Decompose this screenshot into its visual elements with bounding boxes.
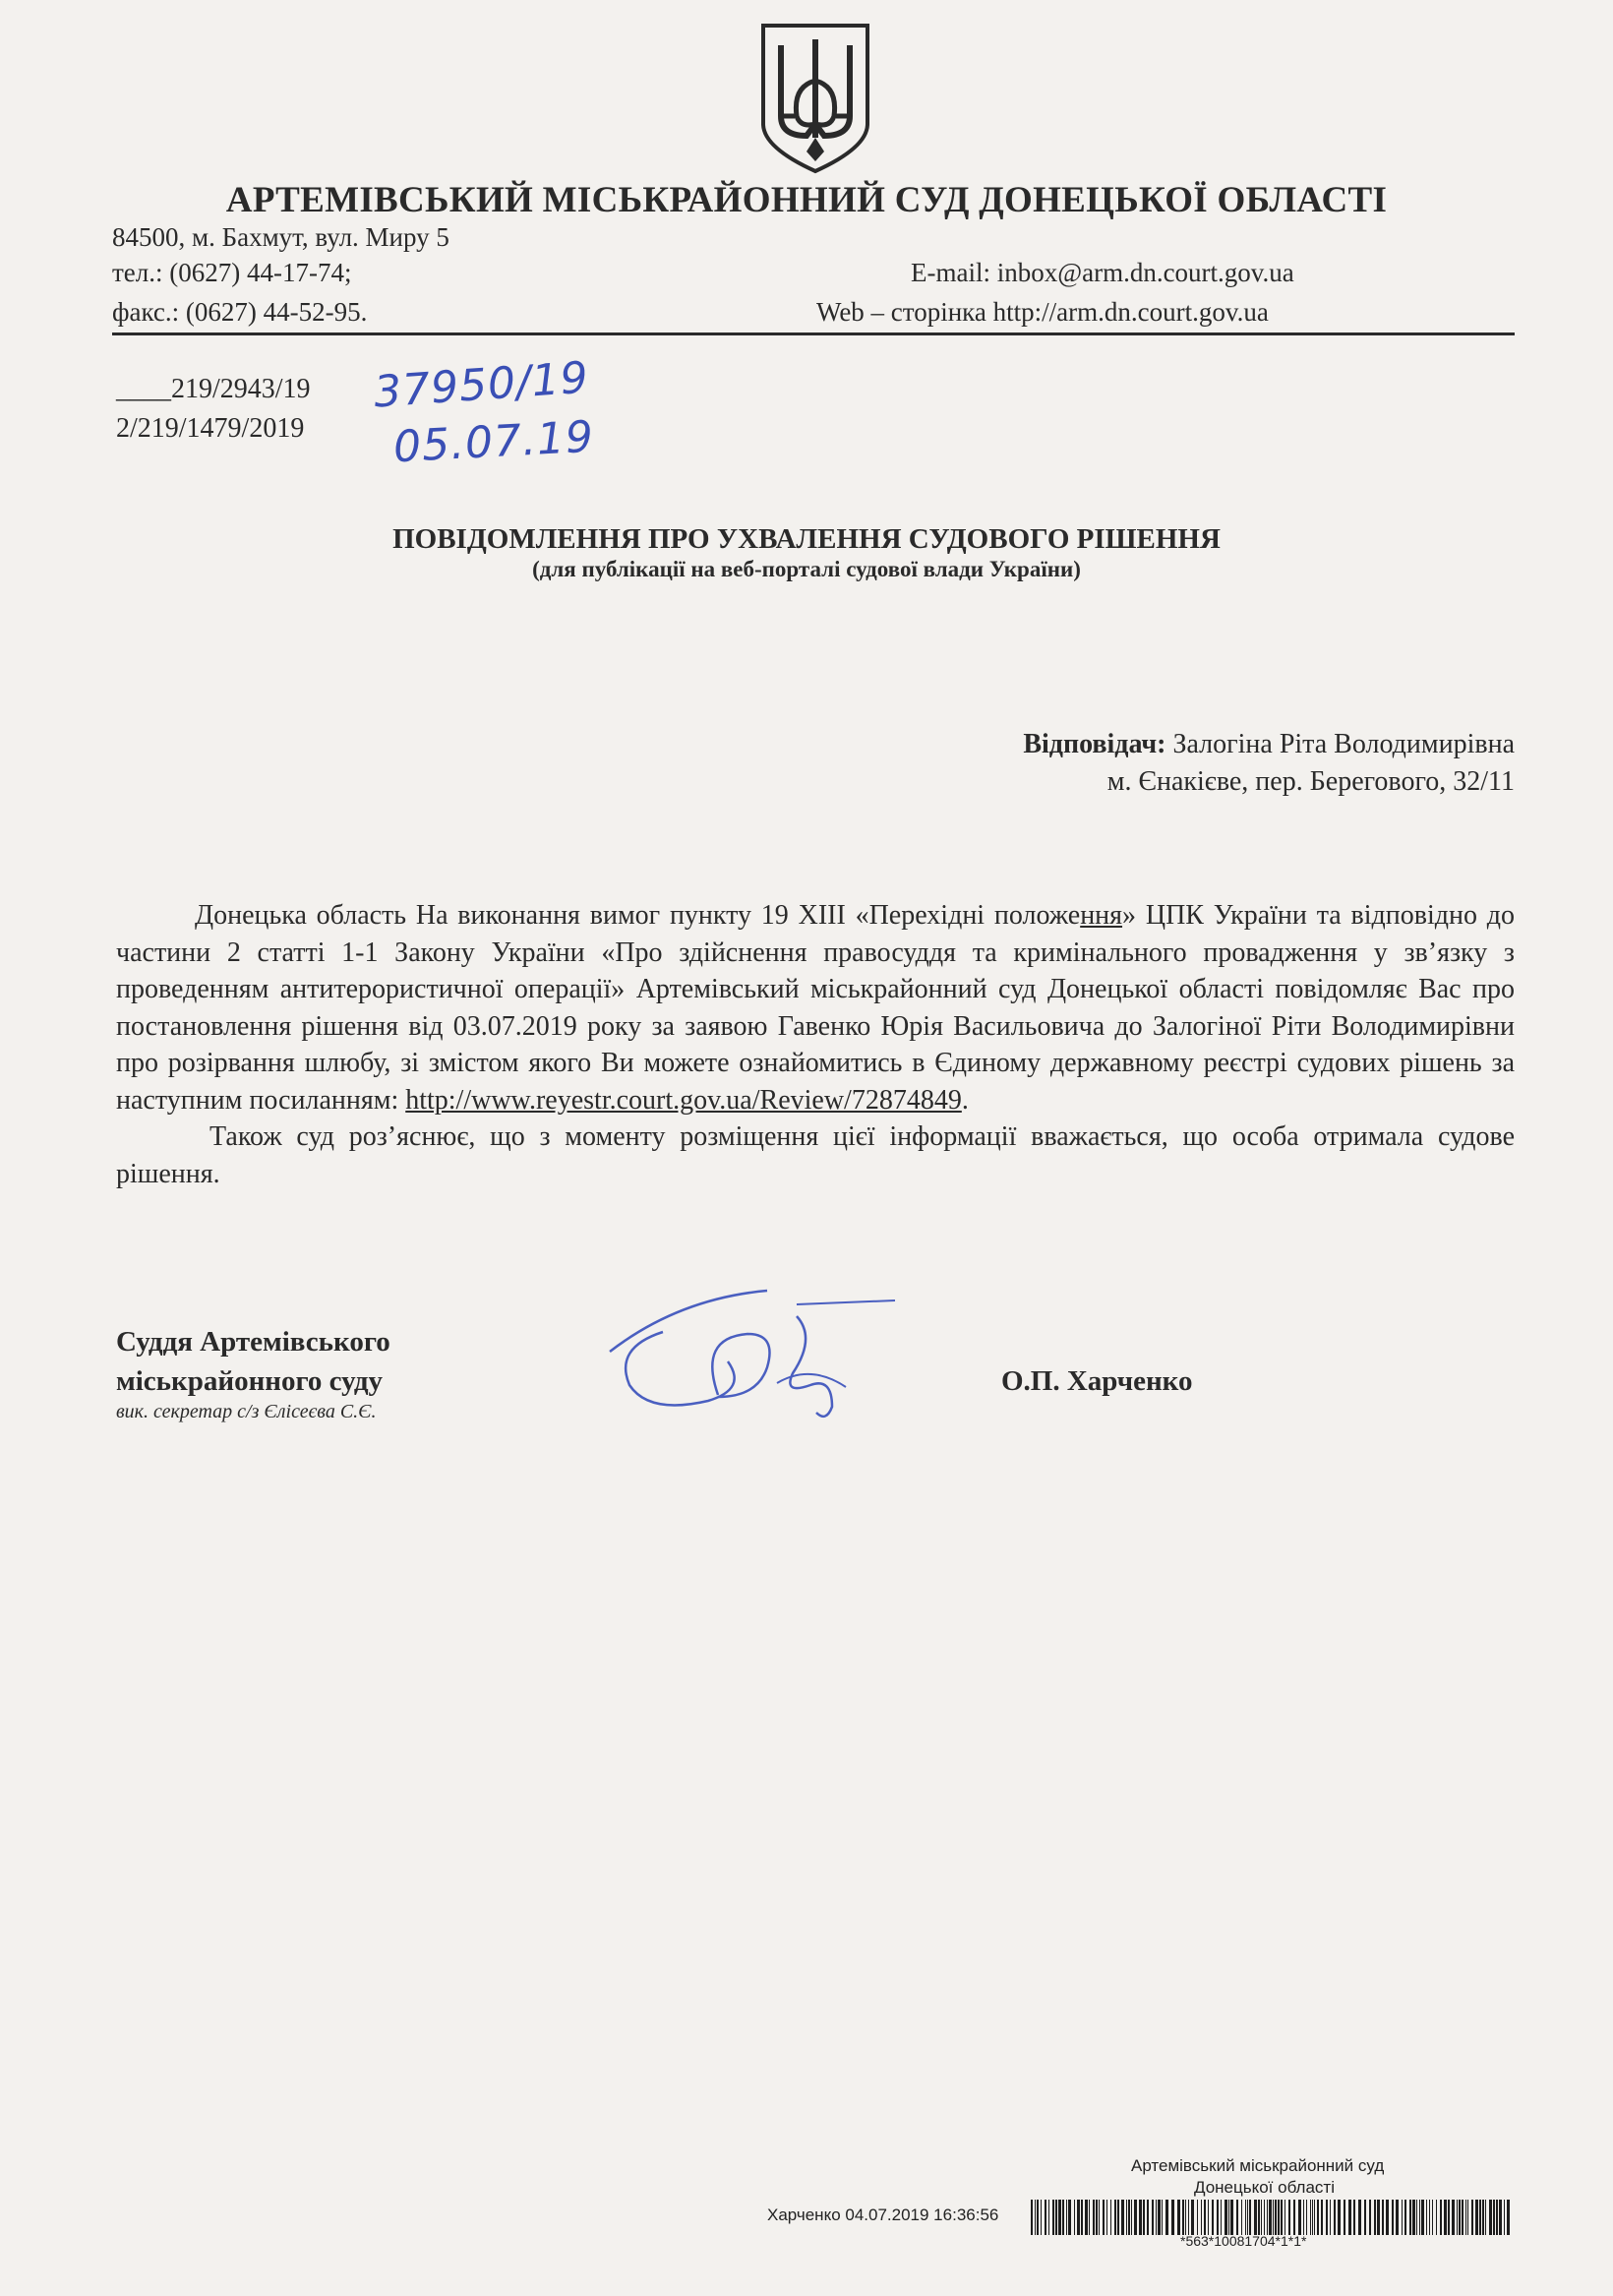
- court-name: АРТЕМІВСЬКИЙ МІСЬКРАЙОННИЙ СУД ДОНЕЦЬКОЇ ОБЛАСТІ: [225, 180, 1388, 220]
- court-website: Web – сторінка http://arm.dn.court.gov.ua: [816, 297, 1269, 327]
- notice-title: ПОВІДОМЛЕННЯ ПРО УХВАЛЕННЯ СУДОВОГО РІШЕННЯ: [392, 523, 1221, 555]
- executor-note: вик. секретар с/з Єлісеєва С.Є.: [116, 1401, 377, 1422]
- body-paragraph-1: Донецька область На виконання вимог пункту 19 XIII «Перехідні положення» ЦПК України та відповідно до частини 2 статті 1-1 Закону України «Про здійснення правосуддя та кримінального провадження у зв’язку з проведенням антитерористичної операції» Артемівський міськрайонний суд Донецької області повідомляє Вас про постановлення рішення від 03.07.2019 року за заявою Гавенко Юрія Васильовича до Залогіної Ріти Володимирівни про розірвання шлюбу, зі змістом якого Ви можете ознайомитись в Єдиному державному реєстрі судових рішень за наступним посиланням: http://www.reyestr.court.gov.ua/Review/72874849.: [116, 900, 1515, 1116]
- handwritten-registration-number: 37950/19: [372, 352, 591, 418]
- court-email: E-mail: inbox@arm.dn.court.gov.ua: [911, 258, 1294, 287]
- addressee-name: Залогіна Ріта Володимирівна: [1172, 729, 1515, 759]
- barcode: [1031, 2200, 1513, 2235]
- court-fax: факс.: (0627) 44-52-95.: [112, 297, 368, 327]
- case-number: 2/219/1479/2019: [116, 413, 305, 444]
- addressee-address: м. Єнакієве, пер. Берегового, 32/11: [1106, 766, 1515, 797]
- body-paragraph-2: Також суд роз’яснює, що з моменту розміщення цієї інформації вважається, що особа отримала судове рішення.: [116, 1121, 1515, 1189]
- header-divider: [112, 332, 1515, 335]
- addressee-label: Відповідач:: [1023, 729, 1166, 759]
- judge-name: О.П. Харченко: [1001, 1365, 1193, 1397]
- barcode-text: *563*10081704*1*1*: [1180, 2233, 1307, 2249]
- stamp-signed-info: Харченко 04.07.2019 16:36:56: [767, 2205, 999, 2224]
- registry-link[interactable]: http://www.reyestr.court.gov.ua/Review/72874849: [405, 1084, 962, 1116]
- notice-subtitle: (для публікації на веб-порталі судової влади України): [532, 557, 1081, 581]
- court-phone: тел.: (0627) 44-17-74;: [112, 258, 352, 287]
- coat-of-arms-icon: [757, 22, 873, 175]
- handwritten-signature: [600, 1279, 925, 1426]
- stamp-court-line1: Артемівський міськрайонний суд: [1131, 2156, 1385, 2175]
- outgoing-number: ____219/2943/19: [116, 374, 311, 404]
- addressee-block: [1023, 726, 1515, 801]
- handwritten-registration-date: 05.07.19: [391, 411, 596, 473]
- stamp-court-line2: Донецької області: [1194, 2178, 1335, 2197]
- notice-body: [116, 897, 1515, 1192]
- court-address: 84500, м. Бахмут, вул. Миру 5: [112, 222, 449, 252]
- judge-position: Суддя Артемівського міськрайонного суду: [116, 1326, 390, 1397]
